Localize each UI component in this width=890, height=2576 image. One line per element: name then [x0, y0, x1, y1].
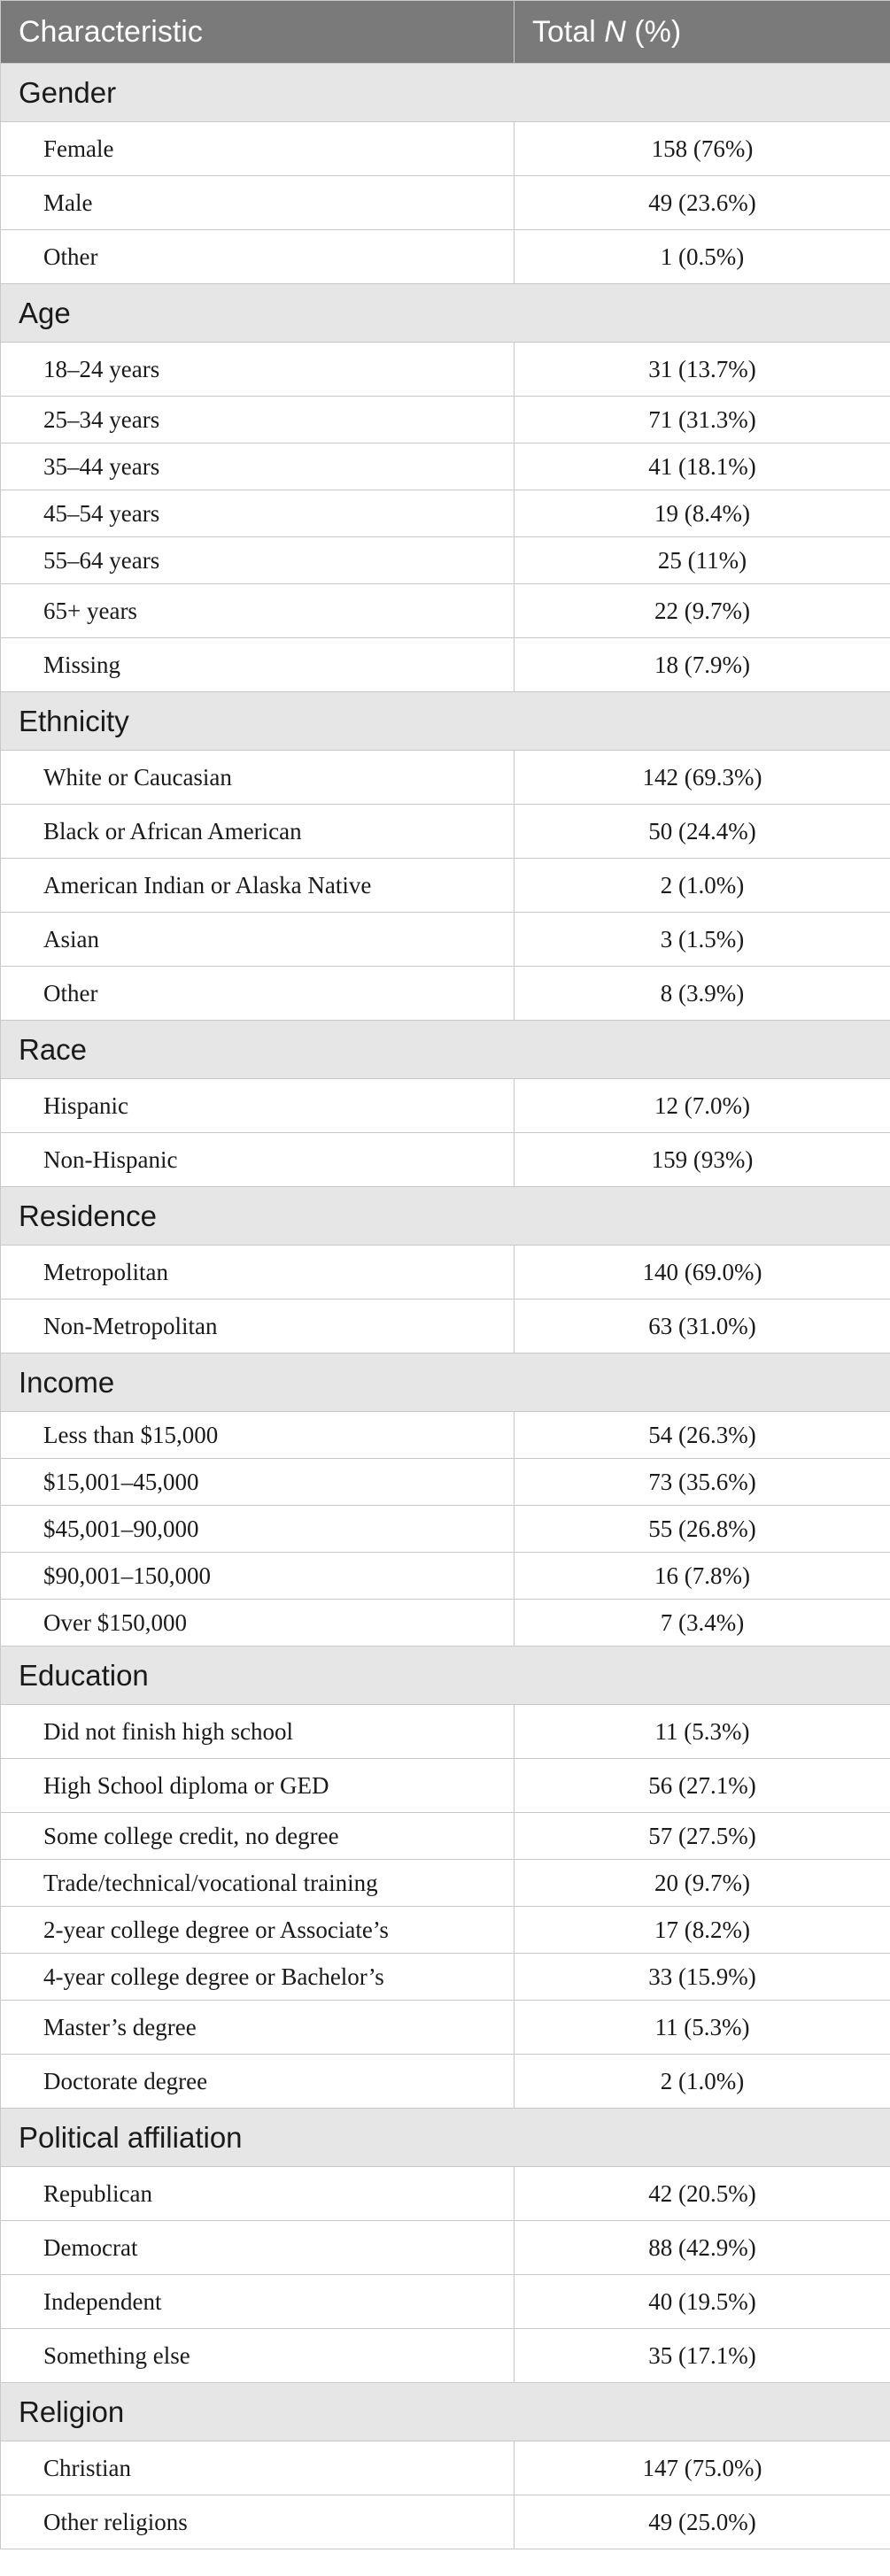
row-label: 35–44 years: [1, 443, 515, 490]
table-row: [1, 176, 890, 230]
row-label: Missing: [1, 638, 515, 692]
table-body: [1, 64, 890, 2549]
row-label: 4-year college degree or Bachelor’s: [1, 1954, 515, 2001]
row-value: 35 (17.1%): [515, 2329, 890, 2383]
row-label: Asian: [1, 913, 515, 967]
row-value: 63 (31.0%): [515, 1300, 890, 1354]
section-title: Ethnicity: [1, 692, 890, 751]
section-row-race: [1, 1021, 890, 1079]
row-label: 25–34 years: [1, 397, 515, 443]
row-label: Over $150,000: [1, 1600, 515, 1647]
section-title: Race: [1, 1021, 890, 1079]
row-value: 140 (69.0%): [515, 1246, 890, 1300]
row-value: 49 (23.6%): [515, 176, 890, 230]
section-title: Residence: [1, 1187, 890, 1246]
table-row: [1, 2055, 890, 2109]
row-label: Metropolitan: [1, 1246, 515, 1300]
table-row: [1, 2329, 890, 2383]
table-row: [1, 1813, 890, 1860]
row-value: 33 (15.9%): [515, 1954, 890, 2001]
table-row: [1, 751, 890, 805]
row-label: 45–54 years: [1, 490, 515, 537]
row-label: 2-year college degree or Associate’s: [1, 1907, 515, 1954]
table-row: [1, 1553, 890, 1600]
table-row: [1, 2001, 890, 2055]
row-label: $90,001–150,000: [1, 1553, 515, 1600]
row-label: Republican: [1, 2167, 515, 2221]
section-title: Political affiliation: [1, 2109, 890, 2167]
table-row: [1, 397, 890, 443]
row-label: $15,001–45,000: [1, 1459, 515, 1506]
table-row: [1, 913, 890, 967]
row-label: Something else: [1, 2329, 515, 2383]
table-row: [1, 1300, 890, 1354]
row-value: 8 (3.9%): [515, 967, 890, 1021]
row-value: 3 (1.5%): [515, 913, 890, 967]
row-value: 50 (24.4%): [515, 805, 890, 859]
row-label: American Indian or Alaska Native: [1, 859, 515, 913]
row-label: High School diploma or GED: [1, 1759, 515, 1813]
table-row: [1, 1412, 890, 1459]
row-value: 40 (19.5%): [515, 2275, 890, 2329]
row-value: 18 (7.9%): [515, 638, 890, 692]
table-row: [1, 805, 890, 859]
row-value: 57 (27.5%): [515, 1813, 890, 1860]
row-value: 2 (1.0%): [515, 2055, 890, 2109]
row-value: 19 (8.4%): [515, 490, 890, 537]
table-row: [1, 1907, 890, 1954]
row-label: Non-Metropolitan: [1, 1300, 515, 1354]
row-label: Black or African American: [1, 805, 515, 859]
table-row: [1, 230, 890, 284]
header-row: [1, 1, 890, 64]
table-header: [1, 1, 890, 64]
row-label: Male: [1, 176, 515, 230]
row-value: 17 (8.2%): [515, 1907, 890, 1954]
table-row: [1, 1506, 890, 1553]
table-row: [1, 1079, 890, 1133]
row-value: 56 (27.1%): [515, 1759, 890, 1813]
section-row-income: [1, 1354, 890, 1412]
row-value: 42 (20.5%): [515, 2167, 890, 2221]
row-value: 71 (31.3%): [515, 397, 890, 443]
row-label: 65+ years: [1, 584, 515, 638]
row-label: Doctorate degree: [1, 2055, 515, 2109]
section-title: Religion: [1, 2383, 890, 2441]
row-value: 16 (7.8%): [515, 1553, 890, 1600]
table-row: [1, 490, 890, 537]
table-row: [1, 443, 890, 490]
table-row: [1, 2275, 890, 2329]
row-value: 142 (69.3%): [515, 751, 890, 805]
row-label: Independent: [1, 2275, 515, 2329]
section-row-education: [1, 1647, 890, 1705]
row-label: White or Caucasian: [1, 751, 515, 805]
row-label: Female: [1, 122, 515, 176]
row-label: Trade/technical/vocational training: [1, 1860, 515, 1907]
row-value: 12 (7.0%): [515, 1079, 890, 1133]
row-label: Less than $15,000: [1, 1412, 515, 1459]
header-total-n-percent: [515, 1, 890, 64]
row-label: Christian: [1, 2441, 515, 2495]
row-value: 25 (11%): [515, 537, 890, 584]
section-title: Gender: [1, 64, 890, 122]
row-value: 49 (25.0%): [515, 2495, 890, 2549]
table-row: [1, 343, 890, 397]
table-row: [1, 537, 890, 584]
row-label: Other: [1, 230, 515, 284]
table-row: [1, 1246, 890, 1300]
row-label: Democrat: [1, 2221, 515, 2275]
table-row: [1, 1705, 890, 1759]
row-value: 159 (93%): [515, 1133, 890, 1187]
row-value: 54 (26.3%): [515, 1412, 890, 1459]
table-row: [1, 1954, 890, 2001]
header-characteristic: Characteristic: [1, 1, 515, 64]
row-label: $45,001–90,000: [1, 1506, 515, 1553]
row-value: 7 (3.4%): [515, 1600, 890, 1647]
row-label: 55–64 years: [1, 537, 515, 584]
row-label: Other religions: [1, 2495, 515, 2549]
row-value: 147 (75.0%): [515, 2441, 890, 2495]
row-value: 158 (76%): [515, 122, 890, 176]
row-value: 73 (35.6%): [515, 1459, 890, 1506]
row-value: 2 (1.0%): [515, 859, 890, 913]
table-row: [1, 638, 890, 692]
row-value: 55 (26.8%): [515, 1506, 890, 1553]
header-n-italic: N: [604, 14, 626, 49]
row-label: Did not finish high school: [1, 1705, 515, 1759]
section-title: Education: [1, 1647, 890, 1705]
table-row: [1, 2495, 890, 2549]
row-value: 41 (18.1%): [515, 443, 890, 490]
header-percent-suffix: (%): [625, 14, 682, 49]
row-value: 11 (5.3%): [515, 1705, 890, 1759]
row-label: Non-Hispanic: [1, 1133, 515, 1187]
table-row: [1, 859, 890, 913]
section-title: Income: [1, 1354, 890, 1412]
row-label: Hispanic: [1, 1079, 515, 1133]
section-row-religion: [1, 2383, 890, 2441]
table-row: [1, 2221, 890, 2275]
section-row-ethnicity: [1, 692, 890, 751]
section-title: Age: [1, 284, 890, 343]
table-row: [1, 1459, 890, 1506]
row-label: Master’s degree: [1, 2001, 515, 2055]
row-value: 11 (5.3%): [515, 2001, 890, 2055]
row-value: 31 (13.7%): [515, 343, 890, 397]
section-row-gender: [1, 64, 890, 122]
table-row: [1, 967, 890, 1021]
table-row: [1, 1600, 890, 1647]
table-row: [1, 2441, 890, 2495]
section-row-residence: [1, 1187, 890, 1246]
row-value: 22 (9.7%): [515, 584, 890, 638]
section-row-political-affiliation: [1, 2109, 890, 2167]
section-row-age: [1, 284, 890, 343]
row-label: Some college credit, no degree: [1, 1813, 515, 1860]
table-row: [1, 2167, 890, 2221]
header-total-prefix: Total: [532, 14, 605, 49]
table-row: [1, 584, 890, 638]
row-label: 18–24 years: [1, 343, 515, 397]
table-row: [1, 1133, 890, 1187]
row-label: Other: [1, 967, 515, 1021]
row-value: 88 (42.9%): [515, 2221, 890, 2275]
table-row: [1, 1860, 890, 1907]
row-value: 20 (9.7%): [515, 1860, 890, 1907]
table-row: [1, 122, 890, 176]
table-row: [1, 1759, 890, 1813]
row-value: 1 (0.5%): [515, 230, 890, 284]
